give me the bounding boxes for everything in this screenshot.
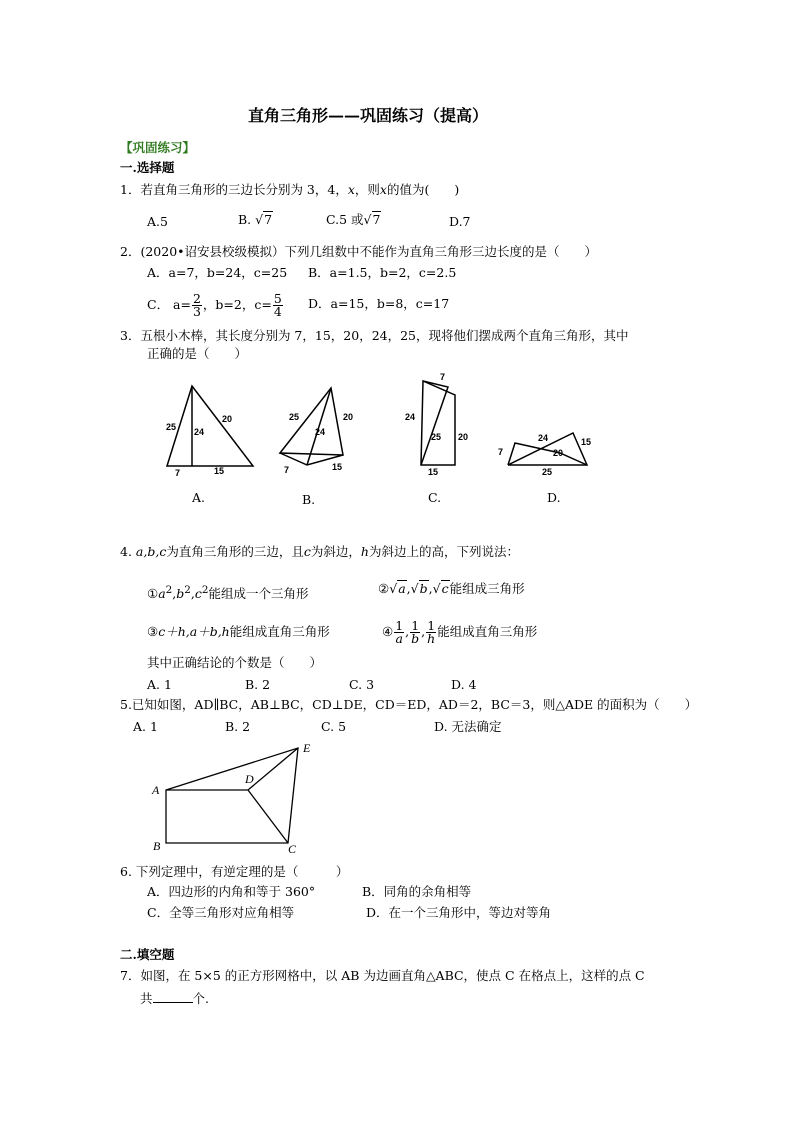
label-7: 7 <box>498 447 504 457</box>
point-b: B <box>153 839 161 853</box>
q6-option-a: A．四边形的内角和等于 360° <box>147 884 316 899</box>
label-20: 20 <box>222 414 233 424</box>
q4-statement-2: ②√a,√b,√c能组成三角形 <box>378 581 525 596</box>
label-25: 25 <box>166 422 177 432</box>
q3-stem-line2: 正确的是（ ） <box>147 346 248 361</box>
q5-option-d: D. 无法确定 <box>434 719 502 734</box>
answer-blank[interactable] <box>153 990 193 1003</box>
q5-figure <box>148 740 318 855</box>
q7-line2: 共 个. <box>140 991 209 1006</box>
q3-figure-d <box>495 425 595 485</box>
q6-stem: 6. 下列定理中，有逆定理的是（ ） <box>120 864 349 879</box>
q4-statement-1: $①a^2,b^2,c^2$能组成一个三角形 <box>147 584 309 602</box>
label-25: 25 <box>431 432 442 442</box>
label-20: 20 <box>343 412 354 422</box>
q3-option-d: D. <box>547 490 561 505</box>
q1-option-b: B. √7 <box>238 212 273 227</box>
label-7: 7 <box>440 372 446 382</box>
q4-option-b: B. 2 <box>245 677 271 692</box>
section-label: 【巩固练习】 <box>120 140 196 155</box>
part2-title: 二.填空题 <box>120 947 175 962</box>
label-15: 15 <box>332 462 343 472</box>
q3-figure-b <box>275 385 375 485</box>
q3-figure-c <box>400 370 500 477</box>
label-15: 15 <box>428 467 439 477</box>
label-24: 24 <box>194 427 205 437</box>
q2-option-d: D．a=15，b=8，c=17 <box>308 296 450 311</box>
q4-stem: 4. a,b,c为直角三角形的三边，且c为斜边，h为斜边上的高，下列说法： <box>120 544 519 559</box>
q5-option-b: B. 2 <box>225 719 251 734</box>
label-25: 25 <box>542 467 553 477</box>
q4-option-a: A. 1 <box>147 677 172 692</box>
q4-statement-3: ③c＋h,a＋b,h能组成直角三角形 <box>147 624 330 639</box>
q4-option-d: D. 4 <box>451 677 477 692</box>
q2-option-b: B．a=1.5，b=2，c=2.5 <box>308 265 457 280</box>
q1-option-c: C.5 或√7 <box>326 212 381 227</box>
q5-option-c: C. 5 <box>321 719 347 734</box>
label-24: 24 <box>538 433 549 443</box>
label-25: 25 <box>289 412 300 422</box>
point-e: E <box>303 741 311 755</box>
label-20: 20 <box>553 448 564 458</box>
q3-option-c: C. <box>428 490 442 505</box>
q2-stem: 2．(2020•诏安县校级模拟）下列几组数中不能作为直角三角形三边长度的是（ ） <box>120 244 598 259</box>
q6-option-d: D．在一个三角形中，等边对等角 <box>366 905 552 920</box>
label-15: 15 <box>214 466 225 476</box>
point-a: A <box>152 783 160 797</box>
point-c: C <box>288 842 297 856</box>
q1-option-a: A.5 <box>147 214 168 229</box>
label-24: 24 <box>315 427 326 437</box>
part1-title: 一.选择题 <box>120 160 175 175</box>
q3-figure-a <box>160 380 260 480</box>
fraction: $\frac{2}{3}$ <box>192 291 201 319</box>
label-20: 20 <box>458 432 469 442</box>
q5-option-a: A. 1 <box>133 719 158 734</box>
label-7: 7 <box>284 465 290 475</box>
fraction: $\frac{5}{4}$ <box>273 291 282 319</box>
q6-option-c: C．全等三角形对应角相等 <box>147 905 295 920</box>
label-15: 15 <box>581 437 592 447</box>
point-d: D <box>245 772 254 786</box>
q2-option-a: A．a=7，b=24，c=25 <box>147 265 288 280</box>
q7-line1: 7．如图，在 5×5 的正方形网格中，以 AB 为边画直角△ABC，使点 C 在格点上，这样的点 C <box>120 968 645 983</box>
q3-option-b: B. <box>302 492 316 507</box>
q2-option-c: C． a= $\frac{2}{3}$ ，b=2，c= $\frac{5}{4}$ <box>147 291 282 319</box>
q3-stem-line1: 3．五根小木棒，其长度分别为 7，15，20，24，25，现将他们摆成两个直角三角形，其中 <box>120 328 629 343</box>
q1-stem: 1．若直角三角形的三边长分别为 3，4，x，则x的值为( ) <box>120 182 460 197</box>
q4-option-c: C. 3 <box>349 677 375 692</box>
q6-option-b: B．同角的余角相等 <box>362 884 472 899</box>
q3-option-a: A. <box>192 490 206 505</box>
label-24: 24 <box>405 412 416 422</box>
label-7: 7 <box>175 468 181 478</box>
q4-statement-4: ④ $\frac{1}{a}$ , $\frac{1}{b}$ , $\frac{1}{h}$ 能组成直角三角形 <box>382 618 538 646</box>
q4-count: 其中正确结论的个数是（ ） <box>147 655 323 670</box>
page-title: 直角三角形——巩固练习（提高） <box>248 106 489 125</box>
q5-stem: 5.已知如图，AD∥BC，AB⊥BC，CD⊥DE，CD＝ED，AD＝2，BC＝3，则△ADE 的面积为（ ） <box>120 697 698 712</box>
q1-option-d: D.7 <box>449 214 471 229</box>
